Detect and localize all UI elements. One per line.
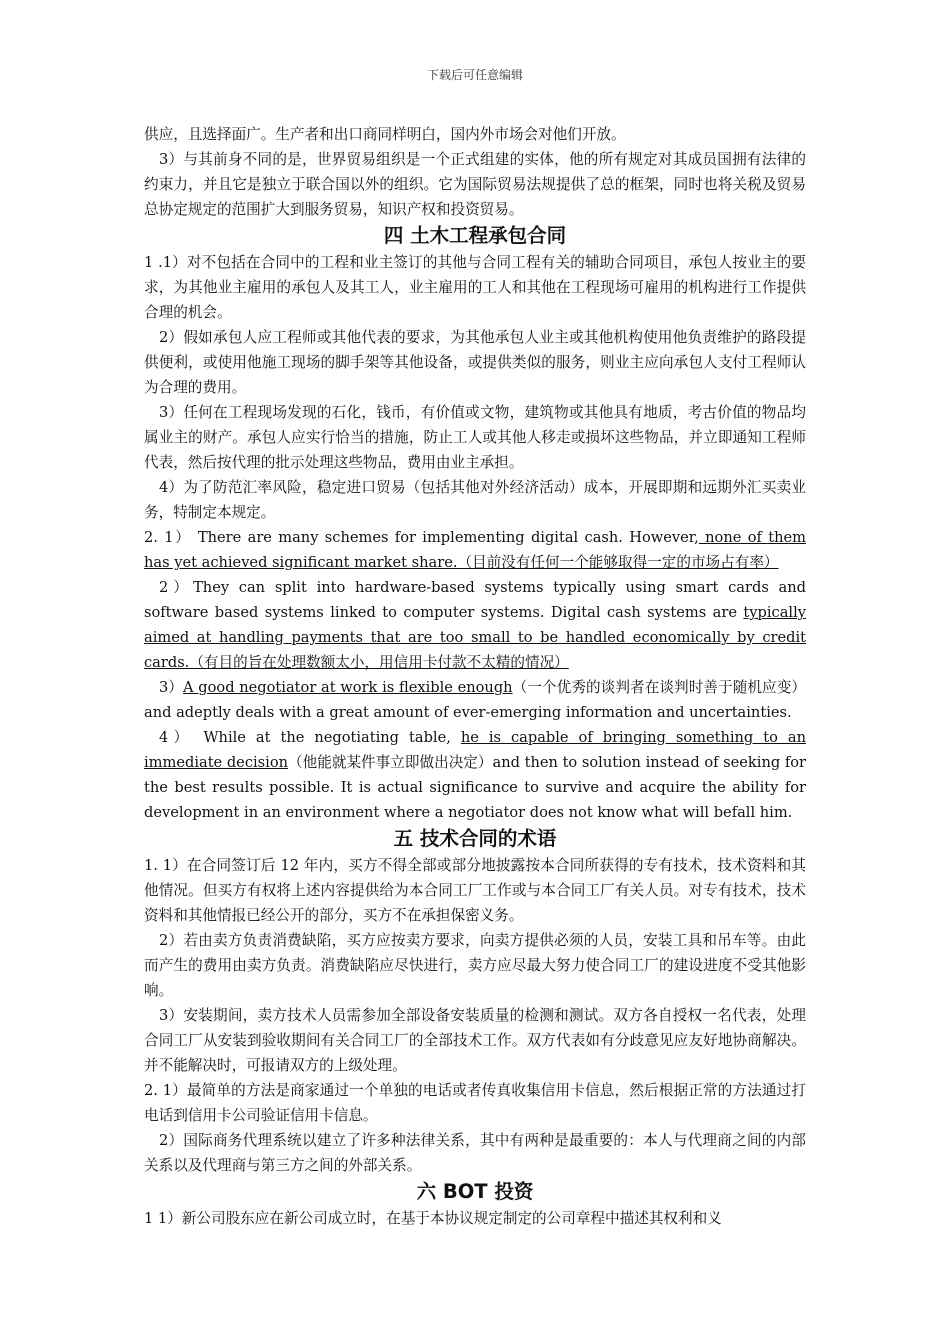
section-heading-four: 四 土木工程承包合同 [383,224,567,247]
text: （他能就某件事立即做出决定）and then to solution instead of seeking for the best results possible. It is actual significance to survive and acquire the ability for development in an environment where a negotiator does not know what will befall him. [144,754,807,821]
underlined-text: typically aimed at handling payments that are too small to be handled economically by credit cards.（有目的旨在处理数额太小，用信用卡付款不太精的情况） [144,604,806,671]
section-heading-five: 五 技术合同的术语 [393,827,557,850]
text: 2）They can split into hardware-based systems typically using smart cards and software based systems linked to computer systems. Digital cash systems are [144,579,806,621]
underlined-text: none of them has yet achieved significant market share.（目前没有任何一个能够取得一定的市场占有率） [144,529,806,571]
paragraph: 2）假如承包人应工程师或其他代表的要求，为其他承包人业主或其他机构使用他负责维护的路段提供便利，或使用他施工现场的脚手架等其他设备，或提供类似的服务，则业主应向承包人支付工程师认为合理的费用。 [144,329,806,396]
text: （一个优秀的谈判者在谈判时善于随机应变）and adeptly deals with a great amount of ever-emerging information and uncertainties. [144,679,806,721]
page-header: 下载后可任意编辑 [426,68,523,82]
english-paragraph [144,675,806,725]
english-paragraph [144,575,806,675]
underlined-text: he is capable of bringing something to an immediate decision [144,729,806,771]
paragraph: 2. 1）最简单的方法是商家通过一个单独的电话或者传真收集信用卡信息，然后根据正常的方法通过打电话到信用卡公司验证信用卡信息。 [144,1082,806,1124]
paragraph: 1. 1）在合同签订后 12 年内，买方不得全部或部分地披露按本合同所获得的专有技术，技术资料和其他情况。但买方有权将上述内容提供给为本合同工厂工作或与本合同工厂有关人员。对专有技术，技术资料和其他情报已经公开的部分，买方不在承担保密义务。 [144,857,806,924]
paragraph: 1 1）新公司股东应在新公司成立时，在基于本协议规定制定的公司章程中描述其权利和义 [144,1210,722,1227]
paragraph: 3）安装期间，卖方技术人员需参加全部设备安装质量的检测和测试。双方各自授权一名代表，处理合同工厂从安装到验收期间有关合同工厂的全部技术工作。双方代表如有分歧意见应友好地协商解决。并不能解决时，可报请双方的上级处理。 [144,1007,806,1074]
document-body [144,122,806,1231]
paragraph: 3）任何在工程现场发现的石化，钱币，有价值或文物，建筑物或其他具有地质，考古价值的物品均属业主的财产。承包人应实行恰当的措施，防止工人或其他人移走或损坏这些物品，并立即通知工程师代表，然后按代理的批示处理这些物品，费用由业主承担。 [144,404,806,471]
english-paragraph [144,725,806,825]
section-heading-six: 六 BOT 投资 [416,1180,534,1203]
paragraph: 2）国际商务代理系统以建立了许多种法律关系，其中有两种是最重要的：本人与代理商之间的内部关系以及代理商与第三方之间的外部关系。 [144,1132,806,1174]
paragraph: 4）为了防范汇率风险，稳定进口贸易（包括其他对外经济活动）成本，开展即期和远期外汇买卖业务，特制定本规定。 [144,479,806,521]
paragraph: 3）与其前身不同的是，世界贸易组织是一个正式组建的实体，他的所有规定对其成员国拥有法律的约束力，并且它是独立于联合国以外的组织。它为国际贸易法规提供了总的框架，同时也将关税及贸易总协定规定的范围扩大到服务贸易，知识产权和投资贸易。 [144,151,806,218]
paragraph: 1 .1）对不包括在合同中的工程和业主签订的其他与合同工程有关的辅助合同项目，承包人按业主的要求，为其他业主雇用的承包人及其工人，业主雇用的工人和其他在工程现场可雇用的机构进行工作提供合理的机会。 [144,254,806,321]
paragraph: 2）若由卖方负责消费缺陷，买方应按卖方要求，向卖方提供必须的人员，安装工具和吊车等。由此而产生的费用由卖方负责。消费缺陷应尽快进行，卖方应尽最大努力使合同工厂的建设进度不受其他影响。 [144,932,806,999]
text: 2. 1） There are many schemes for implementing digital cash. However, [144,529,699,546]
underlined-text: A good negotiator at work is flexible enough [183,679,513,696]
english-paragraph [144,525,806,575]
text: 3） [159,679,184,696]
paragraph: 供应，且选择面广。生产者和出口商同样明白，国内外市场会对他们开放。 [144,126,626,143]
text: 4） While at the negotiating table, [159,729,461,746]
